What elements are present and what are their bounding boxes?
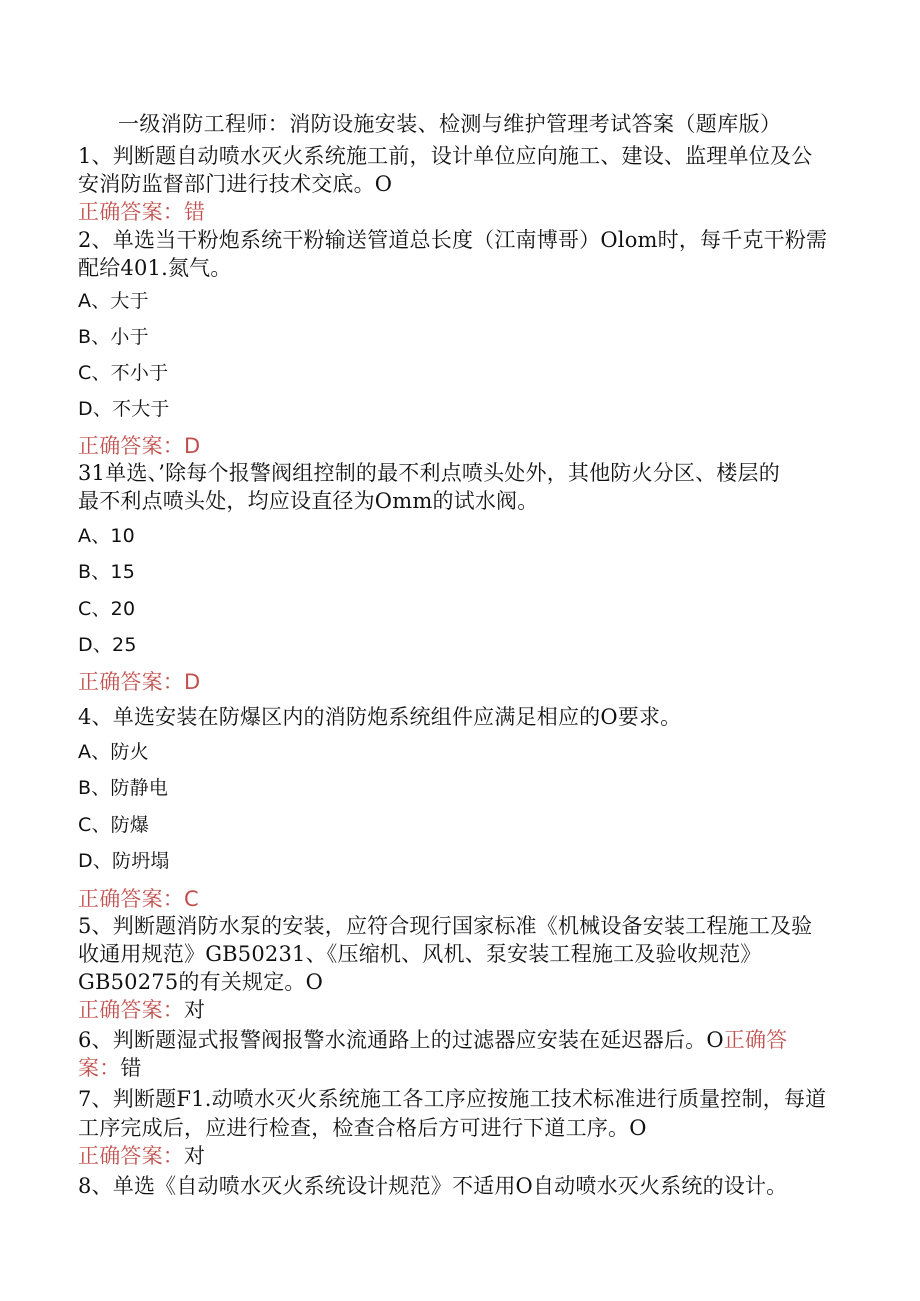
question-3-option-c: C、20 — [78, 598, 136, 620]
question-3-option-d: D、25 — [78, 634, 137, 656]
answer-label: 正确答案： — [78, 887, 184, 911]
question-2-line-2: 配给401.氮气。 — [78, 256, 232, 280]
question-3-option-a: A、10 — [78, 525, 135, 547]
question-4-option-c: C、防爆 — [78, 814, 150, 836]
question-4-option-d: D、防坍塌 — [78, 850, 170, 872]
question-2-option-d: D、不大于 — [78, 398, 170, 420]
answer-label: 正确答案： — [78, 1144, 184, 1168]
question-7-answer — [78, 1140, 205, 1170]
question-3-option-b: B、15 — [78, 561, 136, 583]
question-5-line-1: 5、判断题消防水泵的安装，应符合现行国家标准《机械设备安装工程施工及验 — [78, 914, 813, 938]
answer-label: 正确答案： — [78, 200, 184, 224]
answer-value: 对 — [184, 998, 206, 1022]
question-3-line-2: 最不利点喷头处，均应设直径为Omm的试水阀。 — [78, 489, 539, 513]
question-7-line-2: 工序完成后，应进行检查，检查合格后方可进行下道工序。O — [78, 1116, 647, 1140]
question-8-line-1: 8、单选《自动喷水灭火系统设计规范》不适用O自动喷水灭火系统的设计。 — [78, 1174, 788, 1198]
question-1-answer — [78, 196, 205, 226]
question-3-line-1: 31单选、’除每个报警阀组控制的最不利点喷头处外，其他防火分区、楼层的 — [78, 461, 780, 485]
question-2-option-b: B、小于 — [78, 326, 149, 348]
answer-value: 错 — [120, 1056, 142, 1080]
answer-value: 错 — [184, 200, 206, 224]
answer-value: D — [184, 670, 201, 694]
answer-value: C — [184, 887, 199, 911]
question-1-line-1: 1、判断题自动喷水灭火系统施工前，设计单位应向施工、建设、监理单位及公 — [78, 144, 813, 168]
question-3-answer — [78, 666, 200, 696]
question-6-text: 6、判断题湿式报警阀报警水流通路上的过滤器应安装在延迟器后。O — [78, 1028, 724, 1052]
answer-value: D — [184, 434, 201, 458]
question-2-option-a: A、大于 — [78, 290, 149, 312]
question-6-answer-label-part-1: 正确答 — [723, 1028, 788, 1052]
question-4-line-1: 4、单选安装在防爆区内的消防炮系统组件应满足相应的O要求。 — [78, 705, 682, 729]
question-6-line-1 — [78, 1024, 787, 1054]
question-6-answer — [78, 1052, 142, 1082]
question-4-answer — [78, 883, 199, 913]
answer-value: 对 — [184, 1144, 206, 1168]
answer-label: 正确答案： — [78, 998, 184, 1022]
question-1-line-2: 安消防监督部门进行技术交底。O — [78, 172, 393, 196]
page-title: 一级消防工程师：消防设施安装、检测与维护管理考试答案（题库版） — [118, 112, 782, 136]
question-4-option-a: A、防火 — [78, 741, 149, 763]
question-2-answer — [78, 430, 200, 460]
question-6-answer-label-part-2: 案： — [78, 1056, 121, 1080]
question-7-line-1: 7、判断题F1.动喷水灭火系统施工各工序应按施工技术标准进行质量控制，每道 — [78, 1087, 827, 1111]
question-5-line-3: GB50275的有关规定。O — [78, 970, 324, 994]
question-2-option-c: C、不小于 — [78, 362, 169, 384]
question-4-option-b: B、防静电 — [78, 777, 169, 799]
question-5-line-2: 收通用规范》GB50231、《压缩机、风机、泵安装工程施工及验收规范》 — [78, 942, 762, 966]
answer-label: 正确答案： — [78, 434, 184, 458]
question-5-answer — [78, 994, 205, 1024]
answer-label: 正确答案： — [78, 670, 184, 694]
question-2-line-1: 2、单选当干粉炮系统干粉输送管道总长度（江南博哥）Olom时，每千克干粉需 — [78, 228, 828, 252]
